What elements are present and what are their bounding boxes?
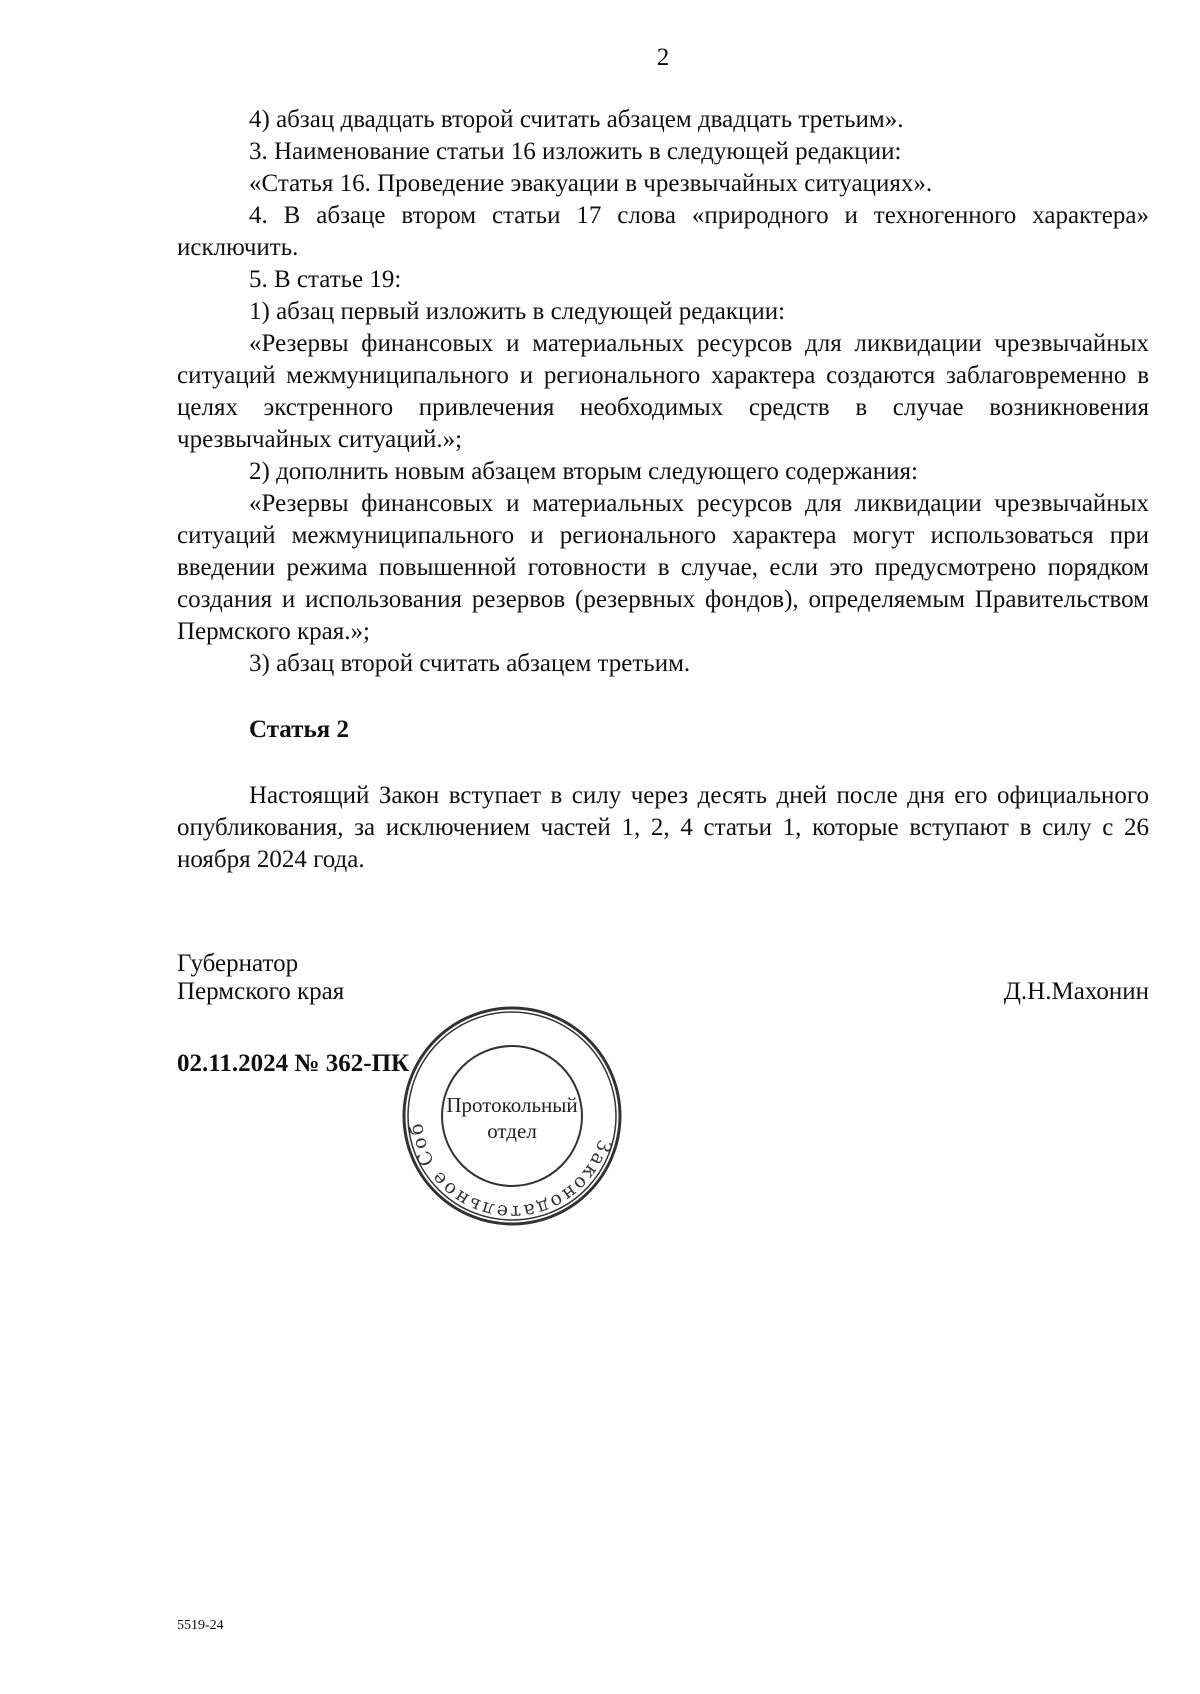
signature-title-line1: Губернатор [177,950,299,977]
paragraph: 4) абзац двадцать второй считать абзацем двадцать третьим». [249,106,904,133]
signature-block [177,950,1149,1006]
official-seal [400,1004,624,1228]
amendment-text [177,104,1149,680]
paragraph: «Резервы финансовых и материальных ресурсов для ликвидации чрезвычайных ситуаций межмуниципального и регионального характера могут использоваться при введении режима повышенной готовности в случае, если это предусмотрено порядком создания и использования резервов (резервных фондов), определяемым Правительством Пермского края.»; [177,490,1149,645]
paragraph: 3) абзац второй считать абзацем третьим. [249,650,691,677]
paragraph: «Резервы финансовых и материальных ресурсов для ликвидации чрезвычайных ситуаций межмуниципального и регионального характера создаются заблаговременно в целях экстренного привлечения необходимых средств в случае возникновения чрезвычайных ситуаций.»; [177,330,1149,453]
document-code: 5519-24 [177,1618,224,1633]
article-2-heading: Статья 2 [249,716,349,743]
paragraph: 2) дополнить новым абзацем вторым следующего содержания: [249,458,918,485]
seal-center-line2: отдел [487,1119,537,1143]
paragraph: 3. Наименование статьи 16 изложить в следующей редакции: [249,138,902,165]
paragraph: 1) абзац первый изложить в следующей редакции: [249,298,786,325]
seal-center-line1: Протокольный [446,1093,578,1117]
paragraph: 4. В абзаце втором статьи 17 слова «природного и техногенного характера» исключить. [177,202,1149,261]
signatory-name: Д.Н.Махонин [1003,978,1149,1005]
page-number: 2 [656,44,670,71]
article-2-text [177,780,1149,876]
seal-ring-text: Законодательное Соб [405,1120,616,1224]
paragraph: Настоящий Закон вступает в силу через десять дней после дня его официального опубликования, за исключением частей 1, 2, 4 статьи 1, которые вступают в силу с 26 ноября 2024 года. [177,782,1149,873]
date-and-number: 02.11.2024 № 362-ПК [177,1050,410,1077]
paragraph: 5. В статье 19: [249,266,402,293]
signature-title-line2: Пермского края [177,978,345,1005]
paragraph: «Статья 16. Проведение эвакуации в чрезвычайных ситуациях». [249,170,933,197]
seal-graphic [400,1004,624,1228]
